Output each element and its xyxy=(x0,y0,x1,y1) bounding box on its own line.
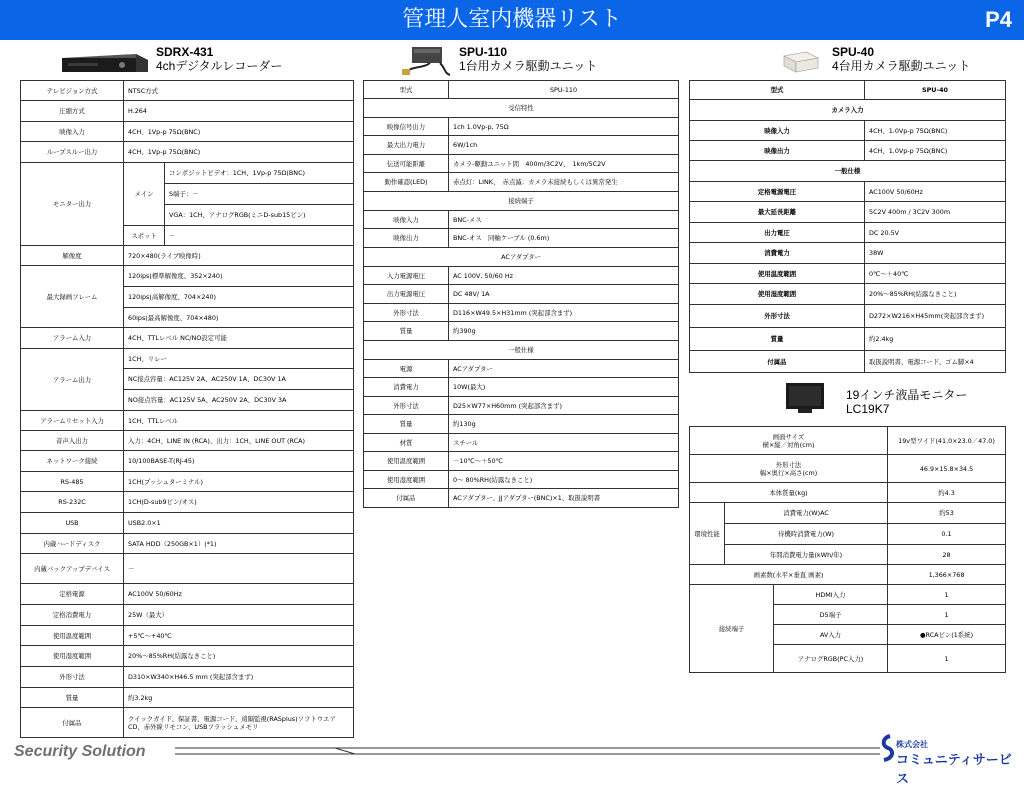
spec-value: S端子：－ xyxy=(165,184,354,205)
camera-unit-image xyxy=(400,43,452,77)
spec-value: 1CH、リレー xyxy=(124,349,354,369)
spec-value: 19v型ワイド(41.0×23.0／47.0) xyxy=(888,427,1006,455)
spec-value: 720×480(ライブ映像時) xyxy=(124,246,354,266)
spec-value: 38W xyxy=(865,243,1006,264)
spec-value: 入力：4CH、LINE IN (RCA)、出力：1CH、LINE OUT (RCA) xyxy=(124,431,354,451)
table-row xyxy=(21,246,354,266)
spec-key: 外形寸法 xyxy=(21,667,124,688)
spec-key: 伝送可能距離 xyxy=(364,155,449,173)
table-row xyxy=(21,431,354,451)
table-row xyxy=(21,349,354,369)
spec-key: 内蔵ハードディスク xyxy=(21,534,124,554)
table-row xyxy=(21,472,354,492)
spec-key: 定格電源 xyxy=(21,584,124,605)
spec-value: 5C2V 400m / 3C2V 300m xyxy=(865,202,1006,223)
spec-value: 1ch 1.0Vp-p, 75Ω xyxy=(449,118,679,136)
spec-value: 20%～85%RH(結露なきこと) xyxy=(124,646,354,667)
table-row xyxy=(21,101,354,122)
spec-key: 出力電源電圧 xyxy=(364,285,449,304)
spec-value: 10/100BASE-T(RJ-45) xyxy=(124,451,354,472)
spec-value: コンポジットビデオ：1CH、1Vp-p 75Ω(BNC) xyxy=(165,163,354,184)
table-row xyxy=(690,503,1006,524)
spec-value: SPU-40 xyxy=(865,81,1006,100)
spec-key: 内蔵バックアップデバイス xyxy=(21,554,124,584)
table-row xyxy=(690,305,1006,328)
spec-key: 付属品 xyxy=(690,351,865,373)
spec-value: カメラ-駆動ユニット間 400m/3C2V、 1km/5C2V xyxy=(449,155,679,173)
spec-value: － xyxy=(124,554,354,584)
spec-key: 使用湿度範囲 xyxy=(690,284,865,305)
spec-value: +5℃～+40℃ xyxy=(124,626,354,646)
table-row xyxy=(690,585,1006,605)
spec-key: 使用温度範囲 xyxy=(364,452,449,471)
page-title: 管理人室内機器リスト xyxy=(402,7,622,32)
section-header: 受信特性 xyxy=(364,99,679,118)
table-section xyxy=(364,192,679,211)
spec-value: 1CH(D-sub9ピン/オス) xyxy=(124,492,354,513)
spec-key: 材質 xyxy=(364,434,449,452)
spec-subkey: メイン xyxy=(124,163,165,226)
spec-key: 質量 xyxy=(364,322,449,341)
table-row xyxy=(690,351,1006,373)
spu110-spec-table xyxy=(363,80,679,508)
spec-value: BNC-メス xyxy=(449,211,679,229)
spec-subkey: 待機時消費電力(W) xyxy=(725,524,888,545)
spec-value: DC 20.5V xyxy=(865,223,1006,243)
spec-value: SPU-110 xyxy=(449,81,679,99)
spec-key: 映像入力 xyxy=(364,211,449,229)
table-row xyxy=(690,264,1006,284)
spec-key: 型式 xyxy=(690,81,865,100)
table-row xyxy=(21,328,354,349)
spec-key: 使用湿度範囲 xyxy=(21,646,124,667)
spec-key: 使用温度範囲 xyxy=(21,626,124,646)
footer-brand: Security Solution xyxy=(14,743,146,760)
spec-value: 6W/1ch xyxy=(449,136,679,155)
spec-key: 外形寸法 xyxy=(364,397,449,415)
table-section xyxy=(690,161,1006,182)
spec-value: クイックガイド、保証書、電源コード、遠隔監視(RASplus)ソフトウエアCD、赤外線リモコン、USBフラッシュメモリ xyxy=(124,708,354,738)
table-row xyxy=(364,155,679,173)
monitor-spec-table xyxy=(689,426,1006,673)
spec-value: BNC-オス 同軸ケーブル (0.6m) xyxy=(449,229,679,248)
spec-value: DC 48V/ 1A xyxy=(449,285,679,304)
table-row xyxy=(364,322,679,341)
spec-value: ACアダプター、JJアダプター(BNC)×1、取扱説明書 xyxy=(449,489,679,508)
spec-key: テレビジョン方式 xyxy=(21,81,124,101)
spec-subkey: アナログRGB(PC入力) xyxy=(774,645,888,673)
product-monitor xyxy=(846,388,967,416)
table-row xyxy=(364,378,679,397)
spec-value: 1CH(プッシュターミナル) xyxy=(124,472,354,492)
spec-value: 1 xyxy=(888,645,1006,673)
spec-key: 入力電源電圧 xyxy=(364,267,449,285)
monitor-image xyxy=(784,381,826,415)
model-desc: 19インチ液晶モニター xyxy=(846,388,968,402)
table-row xyxy=(364,173,679,192)
spec-value: AC 100V, 50/60 Hz xyxy=(449,267,679,285)
table-row xyxy=(21,626,354,646)
sdrx-spec-table xyxy=(20,80,354,738)
spec-key: 型式 xyxy=(364,81,449,99)
spec-key: 圧縮方式 xyxy=(21,101,124,122)
table-row xyxy=(21,81,354,101)
spec-value: SATA HDD（250GB×1）(*1) xyxy=(124,534,354,554)
table-row xyxy=(21,142,354,163)
spec-value: 約390g xyxy=(449,322,679,341)
spec-value: 4CH、1Vp-p 75Ω(BNC) xyxy=(124,122,354,142)
table-row xyxy=(690,223,1006,243)
spec-subkey: AV入力 xyxy=(774,625,888,645)
table-row xyxy=(690,182,1006,202)
table-row xyxy=(364,229,679,248)
table-row xyxy=(690,455,1006,483)
spec-key xyxy=(690,427,888,455)
spec-key xyxy=(690,455,888,483)
spec-key-line: 画面サイズ xyxy=(772,432,805,441)
spec-key-line: 横×縦／対角(cm) xyxy=(762,440,815,449)
spec-value: 25W（最大） xyxy=(124,605,354,626)
spec-key: 質量 xyxy=(690,328,865,351)
table-row xyxy=(690,141,1006,161)
section-header: 一般仕様 xyxy=(364,341,679,360)
table-row xyxy=(364,397,679,415)
spec-key: 環境性能 xyxy=(690,503,725,565)
spec-key: 映像入力 xyxy=(21,122,124,142)
spec-key: 映像出力 xyxy=(690,141,865,161)
table-row xyxy=(21,266,354,287)
spec-key: 付属品 xyxy=(21,708,124,738)
spec-key: 消費電力 xyxy=(364,378,449,397)
title-bar xyxy=(0,0,1024,40)
section-header: カメラ入力 xyxy=(690,100,1006,121)
table-row xyxy=(690,524,1006,545)
spec-value: 4CH、1Vp-p 75Ω(BNC) xyxy=(124,142,354,163)
page-number: P4 xyxy=(985,7,1012,32)
spec-value: 約3.2kg xyxy=(124,688,354,708)
spec-key: 定格電源電圧 xyxy=(690,182,865,202)
spec-key: 電源 xyxy=(364,360,449,378)
spec-key: 映像信号出力 xyxy=(364,118,449,136)
table-row xyxy=(690,284,1006,305)
company-logo-icon xyxy=(878,734,896,762)
table-row xyxy=(364,471,679,489)
spec-value: 120ips(高解像度、704×240) xyxy=(124,287,354,308)
spec-value: 60ips(最高解像度、704×480) xyxy=(124,308,354,328)
spec-key: 映像入力 xyxy=(690,121,865,141)
spec-value: 4CH、TTLレベル NC/NO設定可能 xyxy=(124,328,354,349)
table-row xyxy=(690,427,1006,455)
table-row xyxy=(690,483,1006,503)
spec-value: USB2.0×1 xyxy=(124,513,354,534)
spec-value: 1CH、TTLレベル xyxy=(124,411,354,431)
spec-value: D310×W340×H46.5 mm (突起部含まず) xyxy=(124,667,354,688)
spu40-spec-table xyxy=(689,80,1006,373)
table-row xyxy=(364,489,679,508)
spec-value: 0℃～＋40℃ xyxy=(865,264,1006,284)
table-row xyxy=(21,708,354,738)
table-row xyxy=(690,328,1006,351)
spec-value: 10W(最大) xyxy=(449,378,679,397)
spec-value: 約53 xyxy=(888,503,1006,524)
spec-value: －10℃～＋50℃ xyxy=(449,452,679,471)
spec-value: 赤点灯：LINK、 赤点滅：カメラ未接続もしくは異常発生 xyxy=(449,173,679,192)
spec-subkey: 消費電力(W)AC xyxy=(725,503,888,524)
spec-key: USB xyxy=(21,513,124,534)
spec-value: 約130g xyxy=(449,415,679,434)
spec-value: H.264 xyxy=(124,101,354,122)
table-section xyxy=(364,341,679,360)
spec-key: 本体質量(kg) xyxy=(690,483,888,503)
spec-key: 解像度 xyxy=(21,246,124,266)
table-section xyxy=(364,248,679,267)
spec-value: 120ips(標準解像度、352×240) xyxy=(124,266,354,287)
table-row xyxy=(690,565,1006,585)
spec-key: 出力電圧 xyxy=(690,223,865,243)
spec-key: RS-232C xyxy=(21,492,124,513)
spec-value: 1 xyxy=(888,605,1006,625)
spec-value: ACアダプター xyxy=(449,360,679,378)
model-name: SDRX-431 xyxy=(156,45,214,59)
spec-value: 4CH、1.0Vp-p 75Ω(BNC) xyxy=(865,141,1006,161)
spec-value: D272×W216×H45mm(突起部含まず) xyxy=(865,305,1006,328)
spec-value: 1,366×768 xyxy=(888,565,1006,585)
spec-key: 付属品 xyxy=(364,489,449,508)
spec-key: 質量 xyxy=(21,688,124,708)
spec-value: 4CH、1.0Vp-p 75Ω(BNC) xyxy=(865,121,1006,141)
table-row xyxy=(690,81,1006,100)
spec-key: 最大延長距離 xyxy=(690,202,865,223)
table-row xyxy=(364,136,679,155)
product-sdrx xyxy=(156,46,282,73)
table-row xyxy=(21,605,354,626)
table-row xyxy=(364,415,679,434)
spec-value: 0～ 80%RH(結露なきこと) xyxy=(449,471,679,489)
spec-value: 取扱説明書、電源コード、ゴム脚×4 xyxy=(865,351,1006,373)
footer-rule xyxy=(0,736,1024,766)
spec-key: 質量 xyxy=(364,415,449,434)
spec-key: 動作確認(LED) xyxy=(364,173,449,192)
spec-value: － xyxy=(165,226,354,246)
model-desc: 4台用カメラ駆動ユニット xyxy=(832,59,971,73)
spec-subkey: HDMI入力 xyxy=(774,585,888,605)
table-row xyxy=(21,492,354,513)
spec-key: ループスルー出力 xyxy=(21,142,124,163)
spec-subkey: スポット xyxy=(124,226,165,246)
spec-key: 最大録画フレーム xyxy=(21,266,124,328)
spec-key: 音声入出力 xyxy=(21,431,124,451)
spec-key: アラーム出力 xyxy=(21,349,124,411)
spec-key: 映像出力 xyxy=(364,229,449,248)
spec-subkey: D5端子 xyxy=(774,605,888,625)
spec-key: 定格消費電力 xyxy=(21,605,124,626)
model-name: LC19K7 xyxy=(846,402,890,416)
spec-key: 外形寸法 xyxy=(690,305,865,328)
company-name: コミュニティサービス xyxy=(896,753,1012,787)
spec-key: 最大出力電力 xyxy=(364,136,449,155)
spec-value: AC100V 50/60Hz xyxy=(865,182,1006,202)
table-row xyxy=(364,304,679,322)
table-row xyxy=(364,360,679,378)
spec-value: 約2.4kg xyxy=(865,328,1006,351)
table-row xyxy=(364,81,679,99)
spec-value: 0.1 xyxy=(888,524,1006,545)
table-row xyxy=(21,688,354,708)
section-header: 一般仕様 xyxy=(690,161,1006,182)
table-row xyxy=(21,451,354,472)
spec-key: アラームリセット入力 xyxy=(21,411,124,431)
table-row xyxy=(21,513,354,534)
spec-key: ネットワーク接続 xyxy=(21,451,124,472)
spec-key-line: 幅×奥行×高さ(cm) xyxy=(759,468,818,477)
spec-value: 約4.3 xyxy=(888,483,1006,503)
spec-value: NTSC方式 xyxy=(124,81,354,101)
spec-value: 46.9×15.8×34.5 xyxy=(888,455,1006,483)
table-row xyxy=(21,554,354,584)
spec-value: スチール xyxy=(449,434,679,452)
model-desc: 1台用カメラ駆動ユニット xyxy=(459,59,598,73)
spec-value: 20%～85%RH(結露なきこと) xyxy=(865,284,1006,305)
table-row xyxy=(21,584,354,605)
table-row xyxy=(690,202,1006,223)
spec-value: VGA：1CH、アナログRGB(ミニD-sub15ピン) xyxy=(165,205,354,226)
spec-key: 外形寸法 xyxy=(364,304,449,322)
spec-key: アラーム入力 xyxy=(21,328,124,349)
model-name: SPU-110 xyxy=(459,45,508,59)
section-header: ACアダプター xyxy=(364,248,679,267)
table-row xyxy=(690,121,1006,141)
product-spu110 xyxy=(459,46,597,73)
table-section xyxy=(364,99,679,118)
table-row xyxy=(364,452,679,471)
table-row xyxy=(364,285,679,304)
table-row xyxy=(21,667,354,688)
spec-value: D25×W77×H60mm (突起部含まず) xyxy=(449,397,679,415)
spec-subkey: 年間消費電力量(kWh/年) xyxy=(725,545,888,565)
model-name: SPU-40 xyxy=(832,45,875,59)
table-row xyxy=(364,434,679,452)
product-spu40 xyxy=(832,46,970,73)
spec-value: 28 xyxy=(888,545,1006,565)
spec-key: RS-485 xyxy=(21,472,124,492)
table-row xyxy=(364,211,679,229)
spec-key: 使用温度範囲 xyxy=(690,264,865,284)
table-row xyxy=(364,118,679,136)
section-header: 接続端子 xyxy=(364,192,679,211)
spec-value: AC100V 50/60Hz xyxy=(124,584,354,605)
model-desc: 4chデジタルレコーダー xyxy=(156,59,283,73)
spec-key: 接続端子 xyxy=(690,585,774,673)
spec-key: 使用湿度範囲 xyxy=(364,471,449,489)
multi-unit-image xyxy=(780,46,820,76)
spec-value: ●RCAピン(1系統) xyxy=(888,625,1006,645)
spec-value: 1 xyxy=(888,585,1006,605)
recorder-image xyxy=(58,46,150,76)
table-row xyxy=(21,534,354,554)
table-row xyxy=(21,163,354,184)
spec-value: NO接点容量：AC125V 5A、AC250V 2A、DC30V 3A xyxy=(124,390,354,411)
spec-key-line: 外形寸法 xyxy=(775,460,802,469)
table-row xyxy=(364,267,679,285)
spec-value: NC接点容量：AC125V 2A、AC250V 1A、DC30V 1A xyxy=(124,369,354,390)
spec-key: 画素数(水平×垂直 画素) xyxy=(690,565,888,585)
table-row xyxy=(21,646,354,667)
company-prefix: 株式会社 xyxy=(896,740,928,749)
table-row xyxy=(21,122,354,142)
spec-key: 消費電力 xyxy=(690,243,865,264)
table-row xyxy=(21,411,354,431)
table-row xyxy=(690,545,1006,565)
spec-key: モニター出力 xyxy=(21,163,124,246)
table-section xyxy=(690,100,1006,121)
spec-value: D116×W49.5×H31mm (突起部含まず) xyxy=(449,304,679,322)
table-row xyxy=(690,243,1006,264)
